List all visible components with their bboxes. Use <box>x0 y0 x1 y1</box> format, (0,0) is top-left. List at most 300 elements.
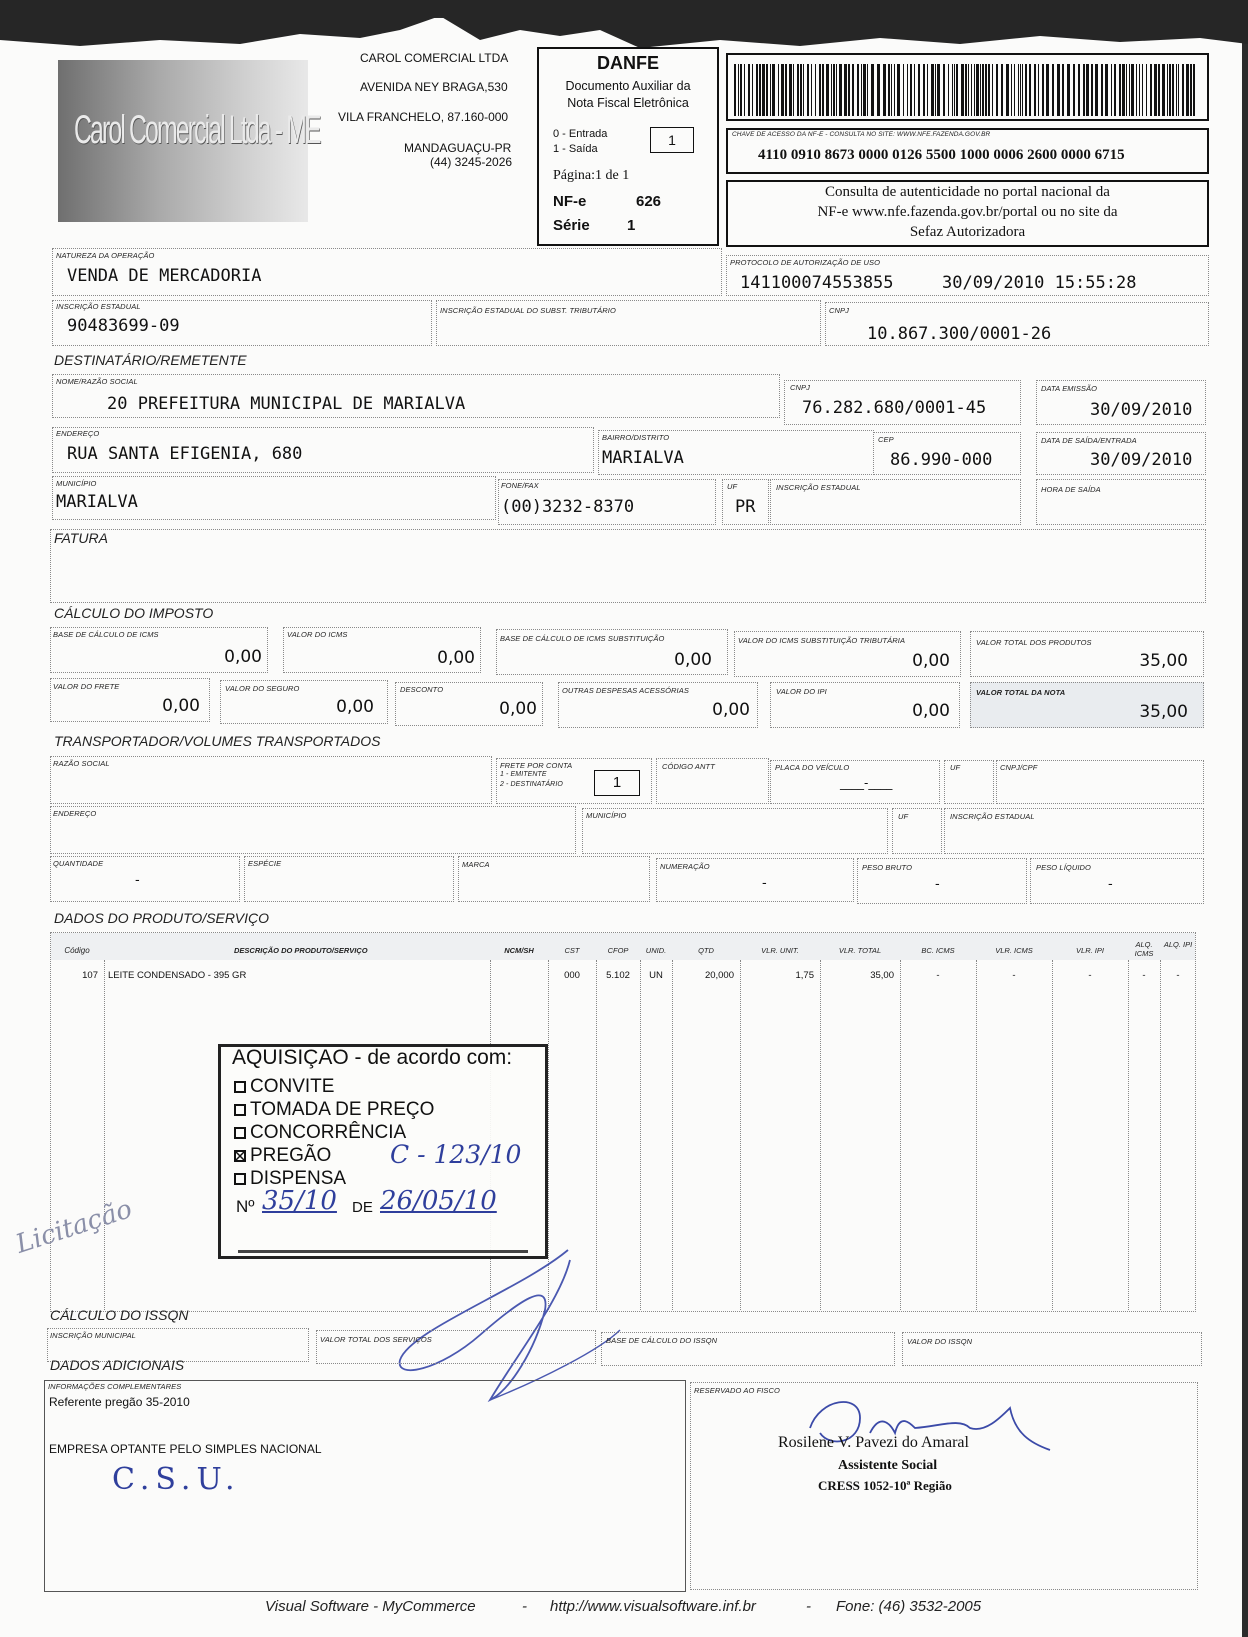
valor-st-value: 0,00 <box>912 651 950 671</box>
footer-separator: - <box>806 1598 811 1615</box>
peso-liquido-label: PESO LÍQUIDO <box>1036 863 1091 872</box>
protocolo-number: 141100074553855 <box>740 273 894 293</box>
handwritten-csu: C.S.U. <box>112 1462 241 1497</box>
barcode-bar <box>803 64 804 116</box>
barcode-bar <box>1034 64 1036 116</box>
recipient-cnpj-label: CNPJ <box>790 383 810 392</box>
barcode-bar <box>1042 64 1044 116</box>
stamp-number-prefix: Nº <box>236 1197 255 1216</box>
barcode-bar <box>833 64 835 116</box>
barcode-bar <box>1169 64 1171 116</box>
valor-st-label: VALOR DO ICMS SUBSTITUIÇÃO TRIBUTÁRIA <box>738 636 906 645</box>
barcode-bar <box>1193 64 1195 116</box>
barcode-bar <box>789 64 792 116</box>
municipio-label: MUNICÍPIO <box>56 479 97 488</box>
emitter-cnpj-label: CNPJ <box>829 306 849 315</box>
barcode-bar <box>891 64 892 116</box>
barcode-bar <box>762 64 765 116</box>
barcode-bar <box>894 64 895 116</box>
handwritten-number: 35/10 <box>262 1186 337 1216</box>
barcode-bar <box>1057 64 1060 116</box>
danfe-subtitle-1: Documento Auxiliar da <box>565 79 691 93</box>
barcode-bar <box>877 64 880 116</box>
reservado-fisco-label: RESERVADO AO FISCO <box>694 1386 780 1395</box>
numeracao-value: - <box>762 876 767 891</box>
frete-conta-value: 1 <box>594 770 640 796</box>
ipi-label: VALOR DO IPI <box>776 687 827 696</box>
barcode-bar <box>956 64 958 116</box>
barcode-bar <box>797 64 799 116</box>
column-header: VLR. UNIT. <box>761 946 799 955</box>
seguro-label: VALOR DO SEGURO <box>225 684 300 693</box>
natureza-label: NATUREZA DA OPERAÇÃO <box>56 251 155 260</box>
transport-razao-label: RAZÃO SOCIAL <box>53 759 110 768</box>
barcode-bar <box>785 64 787 116</box>
barcode-bar <box>982 64 984 116</box>
transport-endereco-field <box>50 806 576 854</box>
consulta-line-2: NF-e www.nfe.fazenda.gov.br/portal ou no site da <box>817 204 1118 220</box>
transport-section-title: TRANSPORTADOR/VOLUMES TRANSPORTADOS <box>54 733 381 749</box>
barcode-bar <box>1190 64 1192 116</box>
column-header: Código <box>64 946 90 955</box>
barcode-bar <box>971 64 972 116</box>
outras-label: OUTRAS DESPESAS ACESSÓRIAS <box>562 686 689 695</box>
cep-value: 86.990-000 <box>890 450 993 470</box>
ie-subst-label: INSCRIÇÃO ESTADUAL DO SUBST. TRIBUTÁRIO <box>440 306 616 315</box>
valor-icms-value: 0,00 <box>437 648 475 668</box>
barcode-bar <box>1131 64 1134 116</box>
emitter-cnpj-value: 10.867.300/0001-26 <box>867 324 1052 344</box>
column-header: CST <box>564 946 580 955</box>
recipient-section-title: DESTINATÁRIO/REMETENTE <box>54 352 247 368</box>
issqn-valor-label: VALOR DO ISSQN <box>907 1337 973 1346</box>
emitter-name: CAROL COMERCIAL LTDA <box>360 51 509 65</box>
barcode-bar <box>772 64 775 116</box>
barcode-bar <box>1129 64 1130 116</box>
total-nota-label: VALOR TOTAL DA NOTA <box>976 688 1066 697</box>
barcode-bar <box>1105 64 1108 116</box>
emitter-city: MANDAGUAÇU-PR <box>404 141 512 155</box>
barcode-bar <box>1046 64 1049 116</box>
barcode-bar <box>888 64 890 116</box>
serie-label: Série <box>553 217 590 234</box>
access-key-value: 4110 0910 8673 0000 0126 5500 1000 0006 2600 0000 6715 <box>758 147 1125 163</box>
column-header: UNID. <box>645 946 667 955</box>
checkbox-icon <box>234 1127 246 1139</box>
bairro-value: MARIALVA <box>602 448 684 468</box>
additional-section-title: DADOS ADICIONAIS <box>50 1357 185 1373</box>
signer-role: Assistente Social <box>838 1458 938 1473</box>
barcode-bar <box>952 64 953 116</box>
footer-separator: - <box>522 1598 527 1615</box>
transport-uf2-label: UF <box>898 812 909 821</box>
frete-option-2: 2 - DESTINATÁRIO <box>500 781 563 788</box>
ipi-value: 0,00 <box>912 701 950 721</box>
outras-value: 0,00 <box>712 700 750 720</box>
tax-section-title: CÁLCULO DO IMPOSTO <box>54 605 214 621</box>
barcode-bar <box>910 64 912 116</box>
barcode-bar <box>1067 64 1070 116</box>
column-header: VLR. TOTAL <box>838 946 882 955</box>
barcode-bar <box>1086 64 1089 116</box>
barcode-bar <box>839 64 842 116</box>
barcode-bar <box>1158 64 1160 116</box>
nf-type-box: 1 <box>650 127 694 153</box>
barcode-bar <box>831 64 832 116</box>
checkbox-icon <box>234 1173 246 1185</box>
fatura-field <box>50 529 1206 603</box>
table-cell: - <box>1176 970 1180 981</box>
barcode-bar <box>857 64 859 116</box>
saida-value: 30/09/2010 <box>1090 450 1193 470</box>
especie-label: ESPÉCIE <box>248 859 282 868</box>
recipient-name-label: NOME/RAZÃO SOCIAL <box>56 377 138 386</box>
transport-razao-field <box>50 756 492 804</box>
barcode-bar <box>744 64 745 116</box>
barcode-bar <box>918 64 920 116</box>
peso-liquido-value: - <box>1108 877 1113 892</box>
barcode-bar <box>923 64 925 116</box>
issqn-base-label: BASE DE CÁLCULO DO ISSQN <box>606 1336 718 1345</box>
page-indicator: Página:1 de 1 <box>553 168 630 183</box>
uf-label: UF <box>727 482 738 491</box>
column-header: NCM/SH <box>504 946 534 955</box>
barcode-bar <box>1014 64 1015 116</box>
info-complementares-label: INFORMAÇÕES COMPLEMENTARES <box>48 1382 182 1391</box>
nfe-label: NF-e <box>553 193 587 210</box>
exit-option: 1 - Saída <box>553 143 598 155</box>
table-cell: - <box>1142 970 1146 981</box>
company-logo <box>58 60 320 222</box>
logo-text: Carol Comercial Ltda - ME <box>74 108 320 152</box>
barcode-bar <box>1146 64 1147 116</box>
barcode-bar <box>1154 64 1157 116</box>
total-produtos-value: 35,00 <box>1139 651 1188 671</box>
barcode-bar <box>1111 64 1112 116</box>
transport-uf-label: UF <box>950 763 961 772</box>
barcode-bar <box>931 64 934 116</box>
handwritten-date: 26/05/10 <box>380 1186 497 1216</box>
table-cell: - <box>1088 970 1092 981</box>
placa-value: ____-____ <box>840 776 893 790</box>
stamp-option-label: TOMADA DE PREÇO <box>250 1099 435 1120</box>
base-st-value: 0,00 <box>674 650 712 670</box>
barcode-bar <box>756 64 758 116</box>
barcode-bar <box>748 64 750 116</box>
checked-checkbox-icon <box>234 1150 246 1162</box>
column-header: BC. ICMS <box>921 946 955 955</box>
barcode-bar <box>1101 64 1103 116</box>
barcode-bar <box>1083 64 1085 116</box>
barcode-bar <box>1025 64 1027 116</box>
barcode-bar <box>781 64 784 116</box>
barcode-bar <box>948 64 949 116</box>
transport-municipio-label: MUNICÍPIO <box>586 811 627 820</box>
consulta-line-3: Sefaz Autorizadora <box>909 224 1026 240</box>
handwritten-margin-note: Licitação <box>12 1194 136 1260</box>
antt-label: CÓDIGO ANTT <box>662 762 715 771</box>
table-cell: 20,000 <box>704 970 734 981</box>
barcode-bar <box>1150 64 1152 116</box>
numeracao-label: NUMERAÇÃO <box>660 862 710 871</box>
municipio-value: MARIALVA <box>56 492 138 512</box>
barcode-bar <box>1052 64 1054 116</box>
barcode-bar <box>819 64 821 116</box>
fone-label: FONE/FAX <box>501 481 539 490</box>
table-cell: 000 <box>564 970 580 981</box>
barcode-bar <box>968 64 969 116</box>
fone-value: (00)3232-8370 <box>501 497 635 517</box>
barcode-bar <box>1011 64 1012 116</box>
protocolo-datetime: 30/09/2010 15:55:28 <box>942 273 1137 293</box>
barcode-bar <box>1139 64 1140 116</box>
checkbox-icon <box>234 1081 246 1093</box>
barcode-bar <box>793 64 794 116</box>
footer-phone: Fone: (46) 3532-2005 <box>836 1598 982 1615</box>
barcode-bar <box>1018 64 1019 116</box>
fatura-section-title: FATURA <box>54 530 108 546</box>
barcode-bar <box>985 64 987 116</box>
entry-option: 0 - Entrada <box>553 128 608 140</box>
cep-label: CEP <box>878 435 894 444</box>
frete-conta-label: FRETE POR CONTA <box>500 761 573 770</box>
issqn-im-label: INSCRIÇÃO MUNICIPAL <box>50 1331 136 1340</box>
barcode-bar <box>897 64 900 116</box>
barcode-bar <box>943 64 945 116</box>
barcode-bar <box>937 64 940 116</box>
barcode-bar <box>974 64 975 116</box>
barcode-bar <box>965 64 967 116</box>
emissao-value: 30/09/2010 <box>1090 400 1193 420</box>
column-divider <box>640 960 641 1310</box>
column-header: VLR. IPI <box>1076 946 1104 955</box>
barcode-bar <box>1020 64 1021 116</box>
frete-value: 0,00 <box>162 696 200 716</box>
column-divider <box>1052 960 1053 1310</box>
barcode-bar <box>822 64 824 116</box>
column-divider <box>1128 960 1129 1310</box>
quantidade-label: QUANTIDADE <box>53 859 104 868</box>
emitter-address: AVENIDA NEY BRAGA,530 <box>360 80 508 94</box>
transport-endereco-label: ENDEREÇO <box>53 809 97 818</box>
column-divider <box>104 960 105 1310</box>
barcode-bar <box>861 64 862 116</box>
column-header: CFOP <box>607 946 629 955</box>
column-divider <box>1160 960 1161 1310</box>
barcode-bar <box>980 64 981 116</box>
products-section-title: DADOS DO PRODUTO/SERVIÇO <box>54 910 269 926</box>
table-cell: UN <box>649 970 663 981</box>
barcode-bar <box>863 64 866 116</box>
endereco-value: RUA SANTA EFIGENIA, 680 <box>67 444 303 464</box>
barcode-bar <box>1114 64 1116 116</box>
barcode-bar <box>752 64 753 116</box>
stamp-option-label: CONCORRÊNCIA <box>250 1122 407 1143</box>
stamp-option-pregao <box>234 1145 331 1167</box>
transport-ie-label: INSCRIÇÃO ESTADUAL <box>950 812 1035 821</box>
issqn-servicos-label: VALOR TOTAL DOS SERVIÇOS <box>320 1335 432 1344</box>
natureza-value: VENDA DE MERCADORIA <box>67 266 262 286</box>
danfe-subtitle-2: Nota Fiscal Eletrônica <box>567 96 689 110</box>
transport-municipio-field <box>582 808 888 854</box>
barcode-bar <box>1136 64 1137 116</box>
danfe-title: DANFE <box>597 53 659 73</box>
saida-label: DATA DE SAÍDA/ENTRADA <box>1041 436 1137 445</box>
barcode-bar <box>766 64 768 116</box>
barcode-bar <box>1167 64 1168 116</box>
table-cell: 107 <box>82 970 98 981</box>
barcode-bar <box>836 64 837 116</box>
barcode-bar <box>1078 64 1080 116</box>
column-divider <box>672 960 673 1310</box>
access-key-label: CHAVE DE ACESSO DA NF-E - CONSULTA NO SITE: WWW.NFE.FAZENDA.GOV.BR <box>732 131 991 138</box>
column-divider <box>740 960 741 1310</box>
desconto-value: 0,00 <box>499 699 537 719</box>
barcode-bar <box>759 64 761 116</box>
stamp-option-label: CONVITE <box>250 1076 335 1097</box>
quantidade-value: - <box>135 873 140 888</box>
total-nota-value: 35,00 <box>1139 702 1188 722</box>
barcode-bar <box>871 64 874 116</box>
marca-label: MARCA <box>462 860 490 869</box>
barcode-bar <box>844 64 847 116</box>
barcode-bar <box>1182 64 1184 116</box>
column-header: VLR. ICMS <box>995 946 1033 955</box>
signer-registration: CRESS 1052-10ª Região <box>818 1478 952 1493</box>
table-cell: - <box>936 970 940 981</box>
uf-value: PR <box>735 497 756 517</box>
stamp-title: AQUISIÇAO - de acordo com: <box>232 1046 513 1069</box>
barcode-bar <box>992 64 993 116</box>
table-cell: 1,75 <box>795 970 814 981</box>
barcode-bar <box>954 64 955 116</box>
column-header: QTD <box>698 946 714 955</box>
placa-label: PLACA DO VEÍCULO <box>775 763 850 772</box>
barcode-bar <box>740 64 742 116</box>
barcode-bar <box>927 64 928 116</box>
barcode-bar <box>1029 64 1031 116</box>
barcode-bar <box>988 64 990 116</box>
endereco-label: ENDEREÇO <box>56 429 100 438</box>
handwritten-process-code: C - 123/10 <box>390 1140 522 1169</box>
barcode-bar <box>770 64 771 116</box>
checkbox-icon <box>234 1104 246 1116</box>
stamp-option-convite <box>234 1076 334 1098</box>
column-divider <box>820 960 821 1310</box>
frete-option-1: 1 - EMITENTE <box>500 771 547 778</box>
barcode-bar <box>738 64 739 116</box>
barcode-bar <box>848 64 850 116</box>
barcode-bar <box>800 64 802 116</box>
footer-url: http://www.visualsoftware.inf.br <box>550 1598 756 1615</box>
barcode-bar <box>852 64 854 116</box>
barcode-bar <box>1178 64 1179 116</box>
emissao-label: DATA EMISSÃO <box>1041 384 1098 393</box>
barcode-bar <box>1126 64 1127 116</box>
barcode-bar <box>1091 64 1093 116</box>
peso-bruto-value: - <box>935 877 940 892</box>
frete-label: VALOR DO FRETE <box>53 682 120 691</box>
issqn-section-title: CÁLCULO DO ISSQN <box>50 1307 189 1323</box>
barcode-bar <box>1186 64 1189 116</box>
barcode-bar <box>867 64 868 116</box>
footer-software: Visual Software - MyCommerce <box>265 1598 476 1615</box>
barcode-bar <box>1162 64 1165 116</box>
barcode-bar <box>935 64 936 116</box>
barcode <box>734 64 1200 116</box>
recipient-cnpj-value: 76.282.680/0001-45 <box>802 398 987 418</box>
info-line-2: EMPRESA OPTANTE PELO SIMPLES NACIONAL <box>49 1442 322 1456</box>
signer-name: Rosilene V. Pavezi do Amaral <box>778 1434 969 1451</box>
base-icms-value: 0,00 <box>224 647 262 667</box>
barcode-bar <box>1001 64 1003 116</box>
column-divider <box>976 960 977 1310</box>
valor-icms-label: VALOR DO ICMS <box>287 630 348 639</box>
barcode-bar <box>883 64 886 116</box>
barcode-bar <box>1172 64 1174 116</box>
barcode-bar <box>1022 64 1023 116</box>
recipient-ie-label: INSCRIÇÃO ESTADUAL <box>776 483 861 492</box>
ie-label: INSCRIÇÃO ESTADUAL <box>56 302 141 311</box>
peso-bruto-label: PESO BRUTO <box>862 863 913 872</box>
barcode-bar <box>826 64 829 116</box>
protocolo-label: PROTOCOLO DE AUTORIZAÇÃO DE USO <box>730 258 881 267</box>
stamp-option-concorrencia <box>234 1122 406 1144</box>
barcode-bar <box>903 64 904 116</box>
total-produtos-label: VALOR TOTAL DOS PRODUTOS <box>976 638 1092 647</box>
barcode-bar <box>1122 64 1125 116</box>
table-cell: 5.102 <box>606 970 630 981</box>
recipient-name-value: 20 PREFEITURA MUNICIPAL DE MARIALVA <box>107 394 466 414</box>
table-cell: 35,00 <box>870 970 894 981</box>
barcode-bar <box>1142 64 1143 116</box>
seguro-value: 0,00 <box>336 697 374 717</box>
barcode-bar <box>914 64 915 116</box>
base-icms-label: BASE DE CÁLCULO DE ICMS <box>53 630 159 639</box>
column-header: ALQ. IPI <box>1163 940 1193 949</box>
barcode-bar <box>1062 64 1064 116</box>
barcode-bar <box>807 64 809 116</box>
barcode-bar <box>1073 64 1075 116</box>
emitter-phone: (44) 3245-2026 <box>430 155 513 169</box>
table-cell: LEITE CONDENSADO - 395 GR <box>108 970 247 981</box>
barcode-bar <box>811 64 812 116</box>
base-st-label: BASE DE CÁLCULO DE ICMS SUBSTITUIÇÃO <box>500 634 665 643</box>
barcode-bar <box>976 64 979 116</box>
barcode-bar <box>1038 64 1039 116</box>
table-cell: - <box>1012 970 1016 981</box>
serie-value: 1 <box>627 217 636 234</box>
barcode-bar <box>961 64 964 116</box>
barcode-bar <box>1119 64 1121 116</box>
stamp-option-label: DISPENSA <box>250 1168 347 1189</box>
barcode-bar <box>907 64 908 116</box>
barcode-bar <box>996 64 998 116</box>
stamp-option-label: PREGÃO <box>250 1145 332 1166</box>
column-header: DESCRIÇÃO DO PRODUTO/SERVIÇO <box>234 946 368 955</box>
ie-value: 90483699-09 <box>67 316 180 336</box>
desconto-label: DESCONTO <box>400 685 444 694</box>
column-header: ALQ. ICMS <box>1134 940 1154 958</box>
emitter-district: VILA FRANCHELO, 87.160-000 <box>338 110 509 124</box>
info-line-1: Referente pregão 35-2010 <box>49 1395 190 1409</box>
barcode-bar <box>734 64 736 116</box>
column-divider <box>900 960 901 1310</box>
barcode-bar <box>778 64 779 116</box>
hora-label: HORA DE SAÍDA <box>1041 485 1101 494</box>
barcode-bar <box>1176 64 1177 116</box>
stamp-option-tomada <box>234 1099 434 1121</box>
